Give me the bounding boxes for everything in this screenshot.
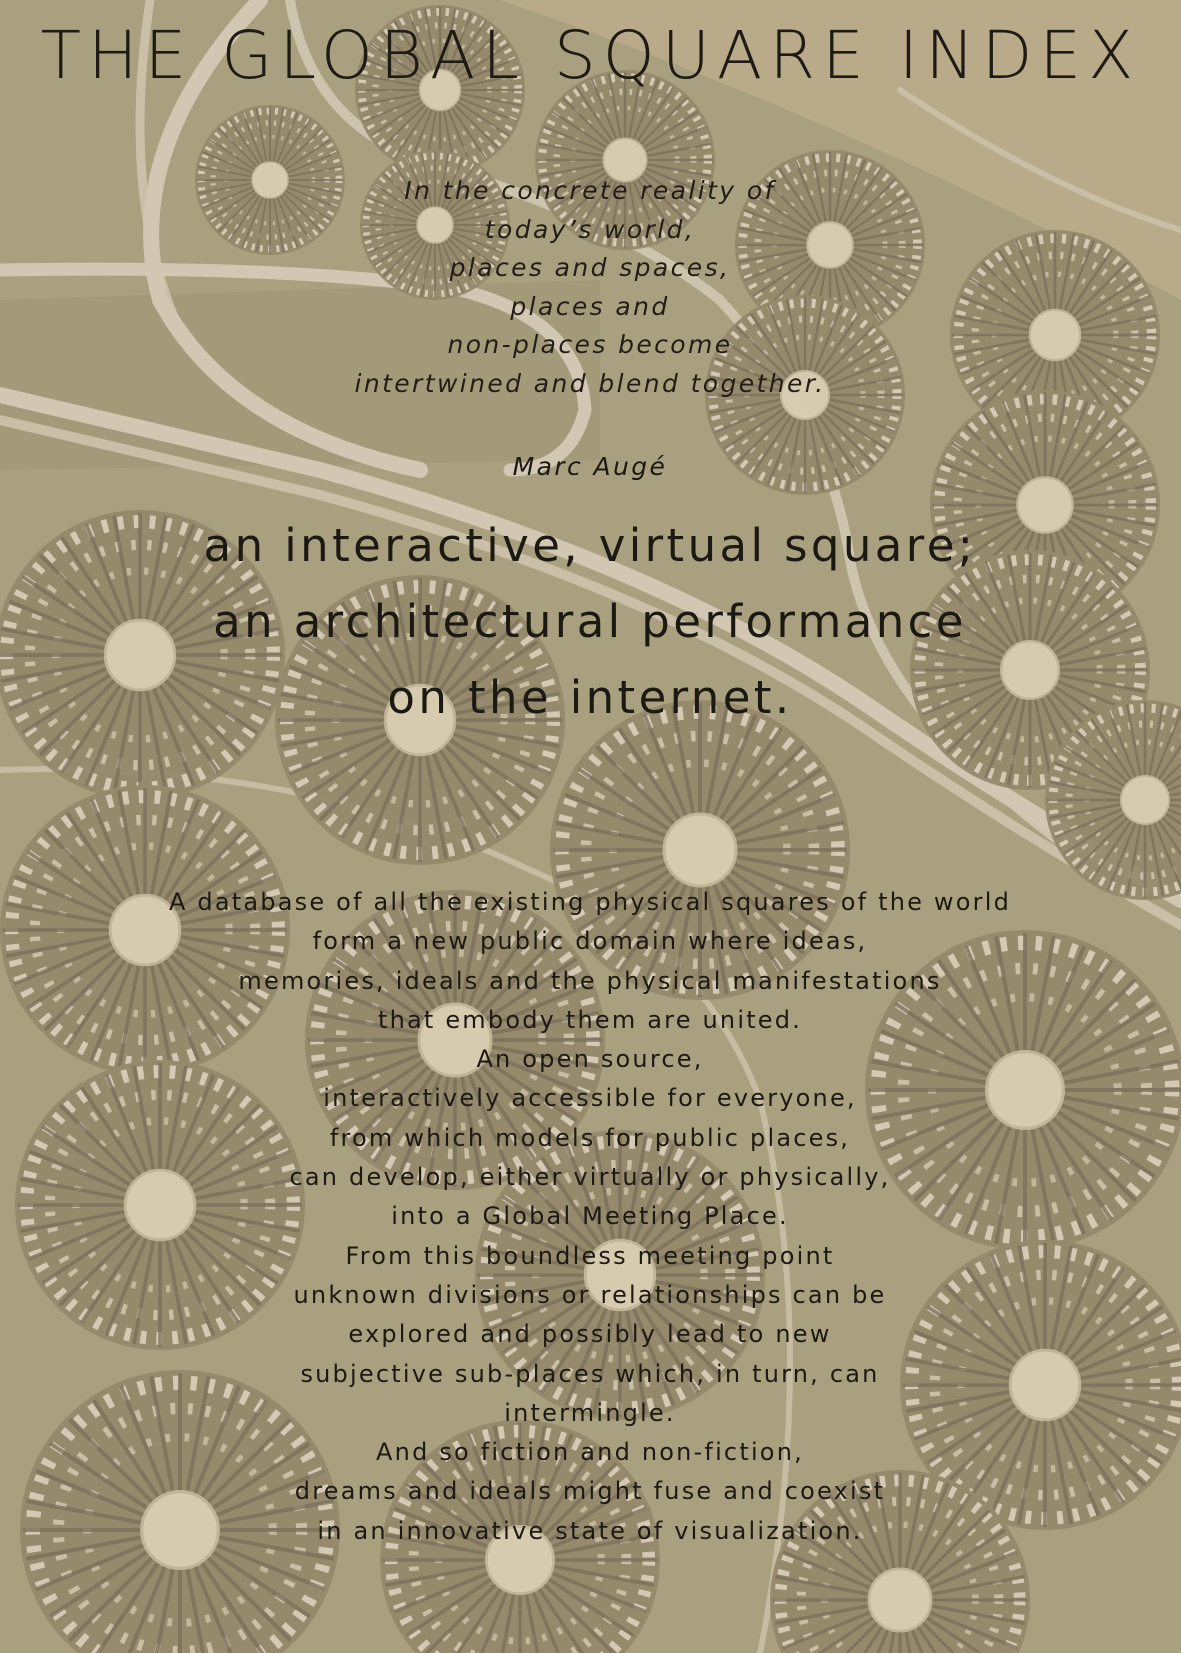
quote-line: intertwined and blend together. [354, 368, 826, 398]
body-line: unknown divisions or relationships can be [293, 1280, 887, 1309]
body-line: form a new public domain where ideas, [312, 927, 868, 956]
body-line: memories, ideals and the physical manifestations [238, 966, 942, 995]
quote-line: today’s world, [484, 214, 696, 244]
body-line: interactively accessible for everyone, [323, 1084, 857, 1113]
quote-line: places and spaces, [449, 253, 731, 282]
body-line: An open source, [476, 1045, 704, 1074]
body-line: in an innovative state of visualization. [317, 1516, 863, 1545]
quote-line: places and [510, 291, 670, 321]
body-line: that embody them are united. [377, 1005, 803, 1034]
body-line: from which models for public places, [329, 1123, 851, 1152]
tagline-line: an interactive, virtual square; [203, 519, 977, 572]
quote-author: Marc Augé [512, 452, 668, 481]
quote-line: non-places become [447, 330, 733, 359]
epigraph-quote [240, 172, 940, 403]
body-line: can develop, either virtually or physically, [289, 1163, 891, 1192]
body-line: A database of all the existing physical squares of the world [168, 888, 1012, 916]
body-line: From this boundless meeting point [345, 1241, 835, 1270]
tagline-line: on the internet. [387, 671, 793, 724]
tagline [90, 508, 1090, 736]
body-line: into a Global Meeting Place. [391, 1202, 789, 1231]
description-text [90, 883, 1090, 1551]
poster-title: THE GLOBAL SQUARE INDEX [40, 17, 1141, 94]
quote-line: In the concrete reality of [404, 176, 776, 205]
body-line: And so fiction and non-fiction, [376, 1438, 804, 1467]
body-line: dreams and ideals might fuse and coexist [294, 1477, 886, 1506]
body-line: subjective sub-places which, in turn, can [300, 1359, 880, 1388]
tagline-line: an architectural performance [213, 595, 967, 648]
body-line: intermingle. [504, 1398, 676, 1427]
body-line: explored and possibly lead to new [348, 1320, 832, 1349]
